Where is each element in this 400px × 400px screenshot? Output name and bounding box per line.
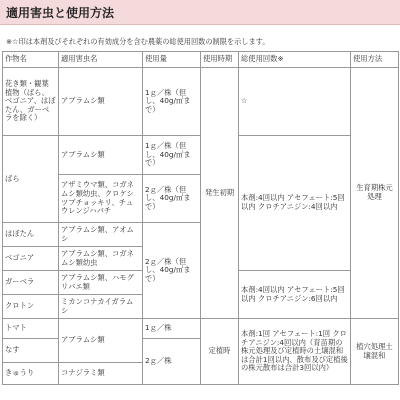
total-uses-cell: 本剤:1回 アセフェート:1回 クロチアニジン:4回以内（育苗期の株元処理及び定植時の土壌混和は合計1回以内、散布及び定植後の株元散布は合計3回以内）: [239, 319, 351, 385]
crop-croton: クロトン: [3, 295, 59, 319]
table-header-row: [3, 52, 399, 68]
method-cell: 植穴処理土壌混和: [351, 319, 399, 385]
usage-note: ※☆印は本剤及びそれぞれの有効成分を含む農薬の総使用回数の制限を示します。: [6, 37, 270, 46]
amount-cell: 2ｇ／株: [143, 339, 201, 385]
crop-cucumber: きゅうり: [3, 363, 59, 385]
amount-cell: 1ｇ／株: [143, 319, 201, 339]
crop-gerbera: ガーベラ: [3, 271, 59, 295]
crop-tomato: トマト: [3, 319, 59, 339]
table-row: [3, 68, 399, 136]
header-pest: 適用害虫名: [59, 52, 143, 68]
header-total-uses: 総使用回数※: [239, 52, 351, 68]
crop-habotan: はぼたん: [3, 223, 59, 247]
crop-begonia: ベゴニア: [3, 247, 59, 271]
pest-cell: アブラムシ類、コガネムシ類幼虫: [59, 247, 143, 271]
pest-usage-table: [2, 51, 399, 385]
pest-cell: ミカンコナカイガラムシ: [59, 295, 143, 319]
pest-cell: アブラムシ類、アオムシ: [59, 223, 143, 247]
amount-cell: 1ｇ／株（但し、40g/㎡まで）: [143, 136, 201, 175]
pest-cell: コナジラミ類: [59, 363, 143, 385]
total-uses-star: ☆: [239, 68, 351, 136]
amount-cell: 2ｇ／株（但し、40g/㎡まで）: [143, 175, 201, 223]
amount-cell: 1ｇ／株（但し、40g/㎡まで）: [143, 68, 201, 136]
timing-early: 発生初期: [201, 68, 239, 319]
pest-cell: アブラムシ類、ハモグリバエ類: [59, 271, 143, 295]
pest-cell: アブラムシ類: [59, 68, 143, 136]
timing-planting: 定植時: [201, 319, 239, 385]
crop-flowers: 花き類・観葉植物（ばら、ベゴニア、はぼたん、ガーベラを除く）: [3, 68, 59, 136]
pest-cell: アブラムシ類: [59, 136, 143, 175]
amount-cell: 2ｇ／株（但し、40g/㎡まで）: [143, 223, 201, 319]
page-title: 適用害虫と使用方法: [6, 6, 115, 20]
pest-cell: アブラムシ類: [59, 319, 143, 363]
method-cell: 生育期株元処理: [351, 68, 399, 319]
header-amount: 使用量: [143, 52, 201, 68]
header-crop: 作物名: [3, 52, 59, 68]
header-method: 使用方法: [351, 52, 399, 68]
crop-eggplant: なす: [3, 339, 59, 363]
table-row: [3, 319, 399, 339]
crop-rose: ばら: [3, 136, 59, 223]
pest-cell: アザミウマ類、コガネムシ類幼虫、クロケシツブチョッキリ、チュウレンジハバチ: [59, 175, 143, 223]
section-header: [0, 0, 400, 25]
header-timing: 使用時期: [201, 52, 239, 68]
total-uses-cell: 本剤:4回以内 アセフェート:5回以内 クロチアニジン:6回以内: [239, 271, 351, 319]
total-uses-cell: 本剤:4回以内 アセフェート:5回以内 クロチアニジン:4回以内: [239, 136, 351, 271]
